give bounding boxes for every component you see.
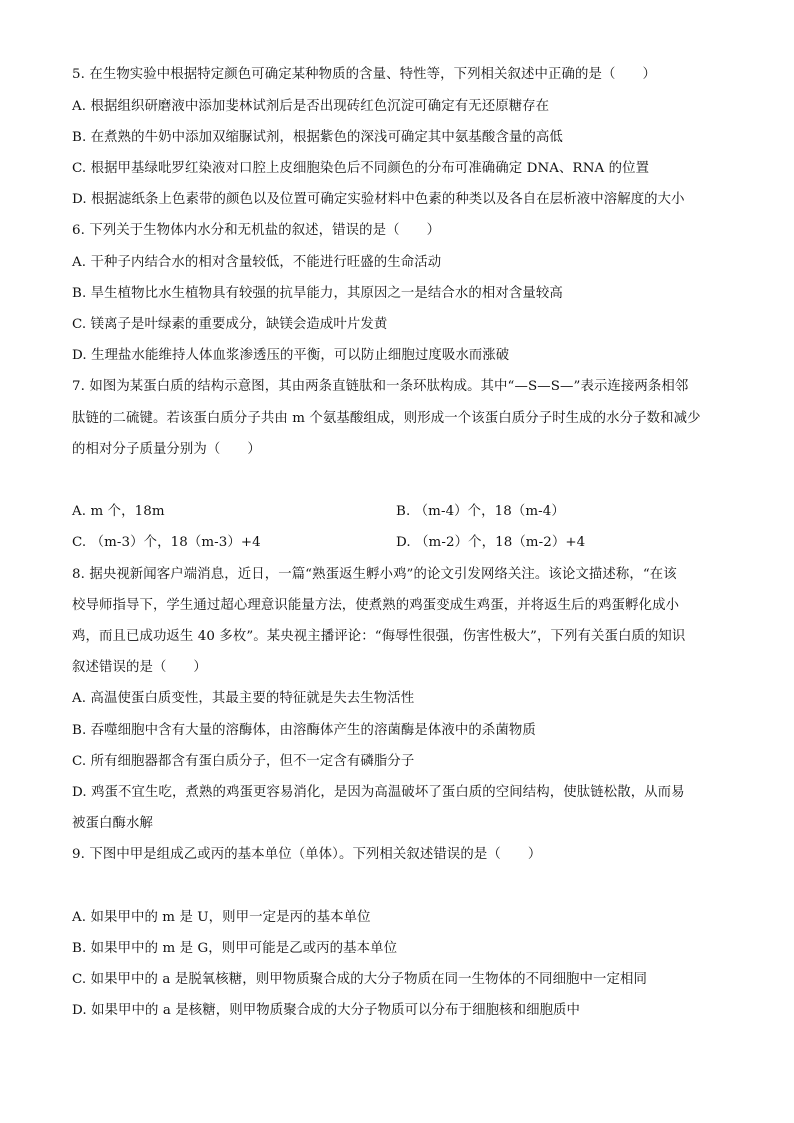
q5-option-b: B. 在煮熟的牛奶中添加双缩脲试剂，根据紫色的深浅可确定其中氨基酸含量的高低 <box>72 130 563 145</box>
q6-option-a: A. 干种子内结合水的相对含量较低，不能进行旺盛的生命活动 <box>72 255 442 270</box>
q7-option-a: A. m 个，18m <box>72 504 165 519</box>
q5-option-a: A. 根据组织研磨液中添加斐林试剂后是否出现砖红色沉淀可确定有无还原糖存在 <box>72 99 550 114</box>
q5-stem: 5. 在生物实验中根据特定颜色可确定某种物质的含量、特性等，下列相关叙述中正确的是（ ） <box>72 67 656 82</box>
q6-option-d: D. 生理盐水能维持人体血浆渗透压的平衡，可以防止细胞过度吸水而涨破 <box>72 348 510 363</box>
q9-stem: 9. 下图中甲是组成乙或丙的基本单位（单体）。下列相关叙述错误的是（ ） <box>72 847 542 862</box>
q8-stem-line1: 8. 据央视新闻客户端消息，近日，一篇“熟蛋返生孵小鸡”的论文引发网络关注。该论文描述称，“在该 <box>72 567 677 582</box>
q8-option-c: C. 所有细胞器都含有蛋白质分子，但不一定含有磷脂分子 <box>72 754 415 769</box>
q5-option-d: D. 根据滤纸条上色素带的颜色以及位置可确定实验材料中色素的种类以及各自在层析液中溶解度的大小 <box>72 192 685 207</box>
q6-option-c: C. 镁离子是叶绿素的重要成分，缺镁会造成叶片发黄 <box>72 317 388 332</box>
q7-option-c: C. （m-3）个，18（m-3）+4 <box>72 535 261 550</box>
q7-stem-line2: 肽链的二硫键。若该蛋白质分子共由 m 个氨基酸组成，则形成一个该蛋白质分子时生成的水分子数和减少 <box>72 411 701 426</box>
q8-stem-line3: 鸡，而且已成功返生 40 多枚”。某央视主播评论：“侮辱性很强，伤害性极大”，下列有关蛋白质的知识 <box>72 629 686 644</box>
q7-stem-line3: 的相对分子质量分别为（ ） <box>72 442 261 457</box>
q9-option-d: D. 如果甲中的 a 是核糖，则甲物质聚合成的大分子物质可以分布于细胞核和细胞质中 <box>72 1003 581 1018</box>
q8-option-d-line2: 被蛋白酶水解 <box>72 816 153 831</box>
q5-option-c: C. 根据甲基绿吡罗红染液对口腔上皮细胞染色后不同颜色的分布可准确确定 DNA、RNA 的位置 <box>72 161 650 176</box>
q6-stem: 6. 下列关于生物体内水分和无机盐的叙述，错误的是（ ） <box>72 223 441 238</box>
q7-stem-line1: 7. 如图为某蛋白质的结构示意图，其由两条直链肽和一条环肽构成。其中“—S—S—”表示连接两条相邻 <box>72 379 689 394</box>
q8-option-a: A. 高温使蛋白质变性，其最主要的特征就是失去生物活性 <box>72 691 415 706</box>
q9-option-c: C. 如果甲中的 a 是脱氧核糖，则甲物质聚合成的大分子物质在同一生物体的不同细胞中一定相同 <box>72 972 647 987</box>
q8-stem-line4: 叙述错误的是（ ） <box>72 660 207 675</box>
q8-option-b: B. 吞噬细胞中含有大量的溶酶体，由溶酶体产生的溶菌酶是体液中的杀菌物质 <box>72 723 536 738</box>
q9-option-a: A. 如果甲中的 m 是 U，则甲一定是丙的基本单位 <box>72 910 371 925</box>
q6-option-b: B. 旱生植物比水生植物具有较强的抗旱能力，其原因之一是结合水的相对含量较高 <box>72 286 563 301</box>
q8-stem-line2: 校导师指导下，学生通过超心理意识能量方法，使煮熟的鸡蛋变成生鸡蛋，并将返生后的鸡蛋孵化成小 <box>72 598 680 613</box>
q9-option-b: B. 如果甲中的 m 是 G，则甲可能是乙或丙的基本单位 <box>72 941 398 956</box>
q7-option-b: B. （m-4）个，18（m-4） <box>396 504 565 519</box>
q7-option-d: D. （m-2）个，18（m-2）+4 <box>396 535 586 550</box>
q8-option-d-line1: D. 鸡蛋不宜生吃，煮熟的鸡蛋更容易消化，是因为高温破坏了蛋白质的空间结构，使肽链松散，从而易 <box>72 785 685 800</box>
